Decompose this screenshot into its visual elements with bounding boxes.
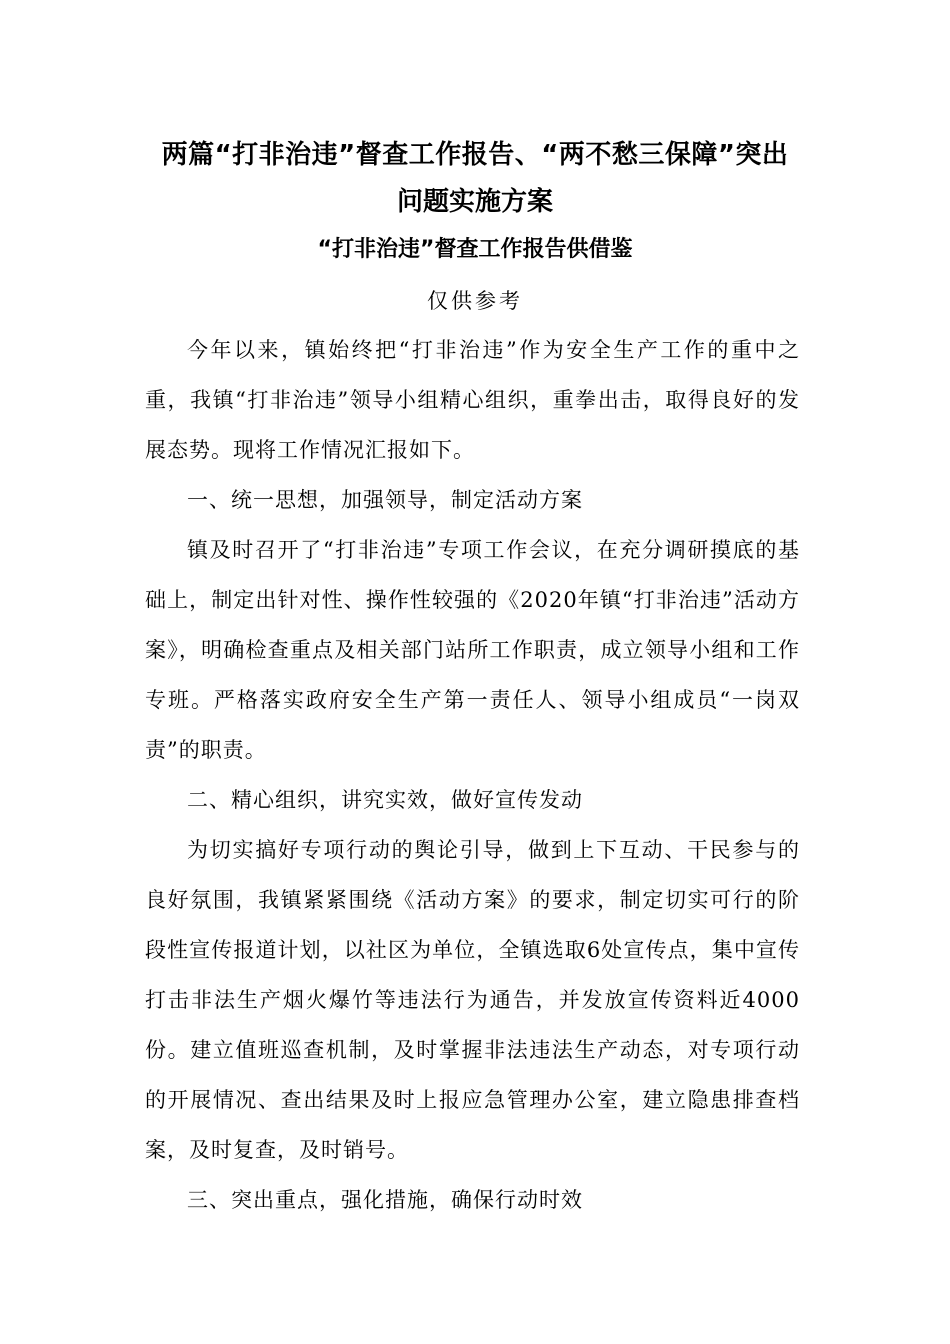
document-title-line-1: 两篇“打非治违”督查工作报告、“两不愁三保障”突出	[161, 140, 789, 170]
section-heading-2: 二、精心组织，讲究实效，做好宣传发动	[187, 788, 583, 812]
document-title-line-2: 问题实施方案	[396, 187, 553, 217]
document-body	[145, 325, 800, 1225]
section-heading-1: 一、统一思想，加强领导，制定活动方案	[187, 488, 583, 512]
section-heading-3: 三、突出重点，强化措施，确保行动时效	[187, 1188, 583, 1212]
reference-note: 仅供参考	[427, 289, 523, 313]
paragraph-intro: 今年以来，镇始终把“打非治违”作为安全生产工作的重中之重，我镇“打非治违”领导小组精心组织，重拳出击，取得良好的发展态势。现将工作情况汇报如下。	[145, 338, 800, 462]
document-subtitle: “打非治违”督查工作报告供借鉴	[317, 237, 633, 262]
paragraph-section-2: 为切实搞好专项行动的舆论引导，做到上下互动、干民参与的良好氛围，我镇紧紧围绕《活动方案》的要求，制定切实可行的阶段性宣传报道计划，以社区为单位，全镇选取6处宣传点，集中宣传打击非法生产烟火爆竹等违法行为通告，并发放宣传资料近4000份。建立值班巡查机制，及时掌握非法违法生产动态，对专项行动的开展情况、查出结果及时上报应急管理办公室，建立隐患排查档案，及时复查，及时销号。	[145, 838, 800, 1162]
paragraph-section-1: 镇及时召开了“打非治违”专项工作会议，在充分调研摸底的基础上，制定出针对性、操作性较强的《2020年镇“打非治违”活动方案》，明确检查重点及相关部门站所工作职责，成立领导小组和工作专班。严格落实政府安全生产第一责任人、领导小组成员“一岗双责”的职责。	[145, 538, 800, 762]
